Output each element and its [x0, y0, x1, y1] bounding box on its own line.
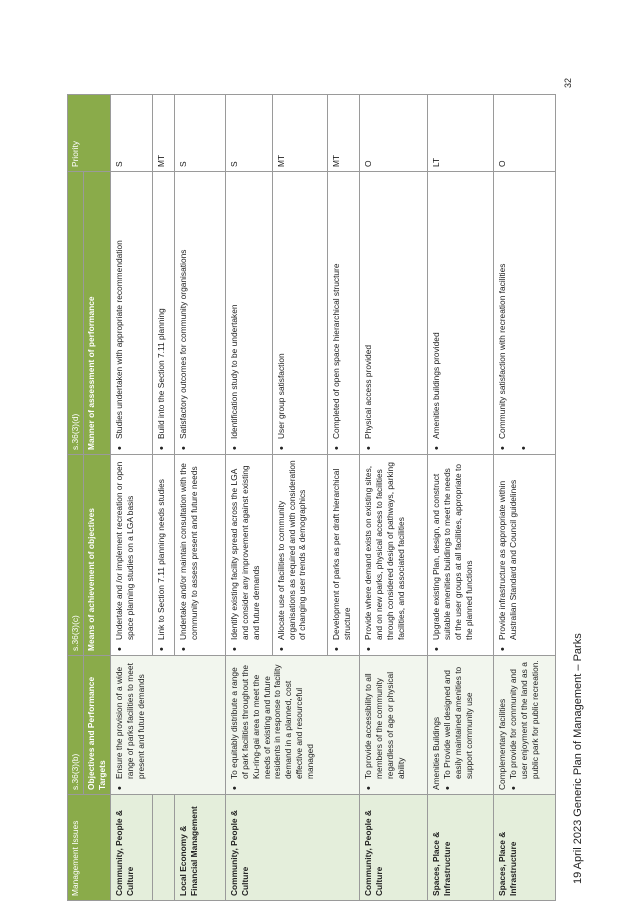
means-cell — [225, 455, 272, 656]
assessment-text: • Amenities buildings provided — [431, 176, 442, 450]
objective-cell — [225, 656, 359, 795]
assessment-cell — [428, 172, 494, 455]
priority-cell: MT — [328, 95, 360, 172]
objective-text: • Ensure the provision of a wide range of parks facilities to meet present and future demands — [114, 660, 147, 790]
assessment-text: • Satisfactory outcomes for community organisations — [178, 176, 189, 450]
assessment-text: • Build into the Section 7.11 planning — [156, 176, 167, 450]
management-table-sheet — [67, 95, 556, 901]
priority-cell: O — [494, 95, 556, 172]
issue-cell: Community, People & Culture — [225, 795, 359, 901]
means-cell — [153, 455, 174, 656]
objective-cell — [359, 656, 427, 795]
objective-text: • To provide accessibility to all members of the community regardless of age or physical ability — [363, 660, 407, 790]
means-cell — [174, 455, 225, 656]
assessment-cell — [110, 172, 153, 455]
issue-cell: Spaces, Place & Infrastructure — [428, 795, 494, 901]
page-footer: 19 April 2023 Generic Plan of Management – Parks — [572, 633, 584, 884]
means-cell — [110, 455, 153, 656]
header-s36-3c: s.36(3)(c) — [68, 455, 84, 656]
table-row — [428, 95, 494, 901]
table-row — [110, 95, 153, 901]
header-s36-3d: s.36(3)(d) — [68, 172, 84, 455]
objective-cell — [428, 656, 494, 795]
objective-heading: Complementary facilities — [497, 698, 508, 790]
assessment-text: • Physical access provided — [363, 176, 374, 450]
management-table — [67, 94, 556, 901]
means-text: • Undertake and/or maintain consultation with the community to assess present and future needs — [178, 459, 200, 651]
table-row — [225, 95, 272, 901]
assessment-text: • Studies undertaken with appropriate recommendation — [114, 176, 125, 450]
objective-text: • To equitably distribute a range of park facilities throughout the Ku-ring-gai area to meet the needs of existing and future residents in response to facility demand in a planned, cost effective and resourceful managed — [229, 660, 316, 790]
priority-cell: MT — [272, 95, 327, 172]
priority-cell: S — [225, 95, 272, 172]
assessment-cell — [225, 172, 272, 455]
objective-cell — [110, 656, 225, 795]
table-row — [359, 95, 427, 901]
assessment-cell — [359, 172, 427, 455]
assessment-cell — [174, 172, 225, 455]
header-s36-3b: s.36(3)(b) — [68, 656, 84, 795]
assessment-cell — [494, 172, 556, 455]
assessment-cell — [153, 172, 174, 455]
means-text: • Provide where demand exists on existing sites, and on new parks, physical access to facilities through considered design of pathways, parking facilities, and associated facilities — [363, 459, 407, 651]
issue-cell: Spaces, Place & Infrastructure — [494, 795, 556, 901]
means-cell — [272, 455, 327, 656]
objective-text: • To provide for community and user enjoyment of the land as a public park for public recreation. — [508, 660, 541, 790]
means-cell — [328, 455, 360, 656]
objective-heading: Amenities Buildings — [431, 716, 442, 790]
header-objectives: Objectives and Performance Targets — [83, 656, 110, 795]
priority-cell: S — [174, 95, 225, 172]
means-text: • Undertake and /or implement recreation or open space planning studies on a LGA basis — [114, 459, 136, 651]
header-priority: Priority — [68, 95, 111, 172]
priority-cell: O — [359, 95, 427, 172]
assessment-cell — [328, 172, 360, 455]
page-number: 32 — [563, 77, 573, 88]
assessment-text: • User group satisfaction — [276, 176, 287, 450]
priority-cell: LT — [428, 95, 494, 172]
means-cell — [494, 455, 556, 656]
assessment-cell — [272, 172, 327, 455]
means-cell — [359, 455, 427, 656]
priority-cell: MT — [153, 95, 174, 172]
objective-cell — [494, 656, 556, 795]
issue-cell: Community, People & Culture — [359, 795, 427, 901]
means-text: • Provide infrastructure as appropriate within Australian Standard and Council guidelines — [497, 459, 519, 651]
means-cell — [428, 455, 494, 656]
means-text: • Development of parks as per draft hierarchical structure — [331, 459, 353, 651]
means-text: • Link to Section 7.11 planning needs studies — [156, 459, 167, 651]
issue-cell: Community, People & Culture — [110, 795, 153, 901]
assessment-text: • Identification study to be undertaken — [229, 176, 240, 450]
header-management-issues: Management Issues — [68, 795, 111, 901]
means-text: • Allocate use of facilities to community organisations as required and with consideration of changing user trends & demographics — [276, 459, 309, 651]
table-row — [494, 95, 556, 901]
means-text: • Upgrade existing Plan, design, and construct suitable amenities buildings to meet the needs of the user groups at all facilities, appropriate to the planned functions — [431, 459, 475, 651]
assessment-text: • Completed of open space hierarchical structure — [331, 176, 342, 450]
header-means: Means of achievement of objectives — [83, 455, 110, 656]
issue-cell: Local Economy & Financial Management — [174, 795, 225, 901]
issue-cell-empty — [153, 795, 174, 901]
priority-cell: S — [110, 95, 153, 172]
means-text: • Identify existing facility spread across the LGA and consider any improvement against existing and future demands — [229, 459, 262, 651]
assessment-text: • Community satisfaction with recreation facilities — [497, 176, 508, 450]
header-assessment: Manner of assessment of performance — [83, 172, 110, 455]
objective-text: • To Provide well designed and easily maintained amenities to support community use — [442, 660, 475, 790]
